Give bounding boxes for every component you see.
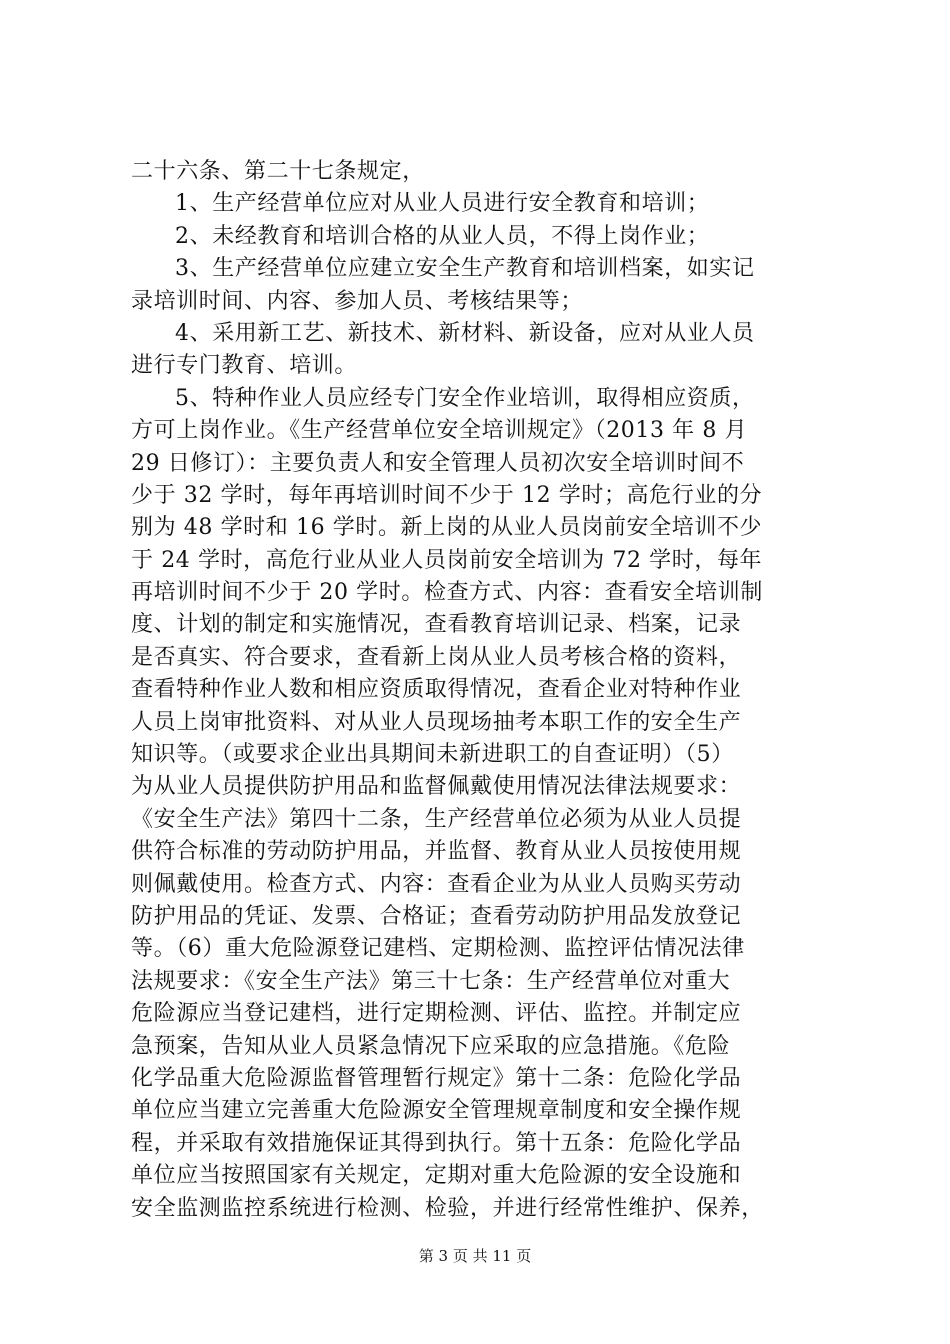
- text-line: 于 24 学时，高危行业从业人员岗前安全培训为 72 学时，每年: [131, 547, 763, 573]
- text-line: 二十六条、第二十七条规定，: [131, 159, 425, 184]
- text-line: 录培训时间、内容、参加人员、考核结果等；: [131, 288, 584, 314]
- text-line: 防护用品的凭证、发票、合格证；查看劳动防护用品发放登记: [131, 903, 742, 929]
- text-line: 法规要求：《安全生产法》第三十七条：生产经营单位对重大: [131, 968, 731, 994]
- text-line: 为从业人员提供防护用品和监督佩戴使用情况法律法规要求：: [131, 774, 742, 800]
- text-line: 安全监测监控系统进行检测、检验，并进行经常性维护、保养，: [131, 1195, 764, 1221]
- text-line: 知识等。（或要求企业出具期间未新进职工的自查证明）（5）: [131, 742, 734, 768]
- text-line: 别为 48 学时和 16 学时。新上岗的从业人员岗前安全培训不少: [131, 515, 763, 541]
- text-line: 供符合标准的劳动防护用品，并监督、教育从业人员按使用规: [131, 839, 742, 865]
- text-line: 化学品重大危险源监督管理暂行规定》第十二条：危险化学品: [131, 1065, 742, 1091]
- text-line: 《安全生产法》第四十二条，生产经营单位必须为从业人员提: [131, 806, 742, 832]
- text-line: 是否真实、符合要求，查看新上岗从业人员考核合格的资料，: [131, 644, 742, 670]
- text-line: 单位应当建立完善重大危险源安全管理规章制度和安全操作规: [131, 1098, 742, 1124]
- text-line: 等。（6）重大危险源登记建档、定期检测、监控评估情况法律: [131, 936, 745, 962]
- text-line: 3、生产经营单位应建立安全生产教育和培训档案，如实记: [175, 256, 755, 282]
- text-line: 度、计划的制定和实施情况，查看教育培训记录、档案，记录: [131, 612, 742, 638]
- text-line: 急预案，告知从业人员紧急情况下应采取的应急措施。《危险: [131, 1033, 731, 1059]
- text-line: 人员上岗审批资料、对从业人员现场抽考本职工作的安全生产: [131, 709, 742, 735]
- text-line: 少于 32 学时，每年再培训时间不少于 12 学时；高危行业的分: [131, 482, 763, 508]
- text-line: 方可上岗作业。《生产经营单位安全培训规定》（2013 年 8 月: [131, 418, 748, 444]
- text-line: 危险源应当登记建档，进行定期检测、评估、监控。并制定应: [131, 1001, 742, 1027]
- text-line: 4、采用新工艺、新技术、新材料、新设备，应对从业人员: [175, 320, 755, 346]
- text-line: 1、生产经营单位应对从业人员进行安全教育和培训；: [175, 191, 710, 217]
- text-line: 程，并采取有效措施保证其得到执行。第十五条：危险化学品: [131, 1130, 742, 1156]
- text-line: 再培训时间不少于 20 学时。检查方式、内容：查看安全培训制: [131, 580, 763, 606]
- document-body: [131, 156, 831, 1225]
- text-line: 进行专门教育、培训。: [131, 353, 358, 379]
- text-line: 单位应当按照国家有关规定，定期对重大危险源的安全设施和: [131, 1163, 742, 1189]
- page-number-footer: 第 3 页 共 11 页: [418, 1247, 532, 1265]
- text-line: 则佩戴使用。检查方式、内容：查看企业为从业人员购买劳动: [131, 871, 742, 897]
- text-line: 2、未经教育和培训合格的从业人员，不得上岗作业；: [175, 223, 710, 249]
- text-line: 查看特种作业人数和相应资质取得情况，查看企业对特种作业: [131, 677, 742, 703]
- text-line: 29 日修订）：主要负责人和安全管理人员初次安全培训时间不: [131, 450, 745, 476]
- text-line: 5、特种作业人员应经专门安全作业培训，取得相应资质，: [175, 385, 755, 411]
